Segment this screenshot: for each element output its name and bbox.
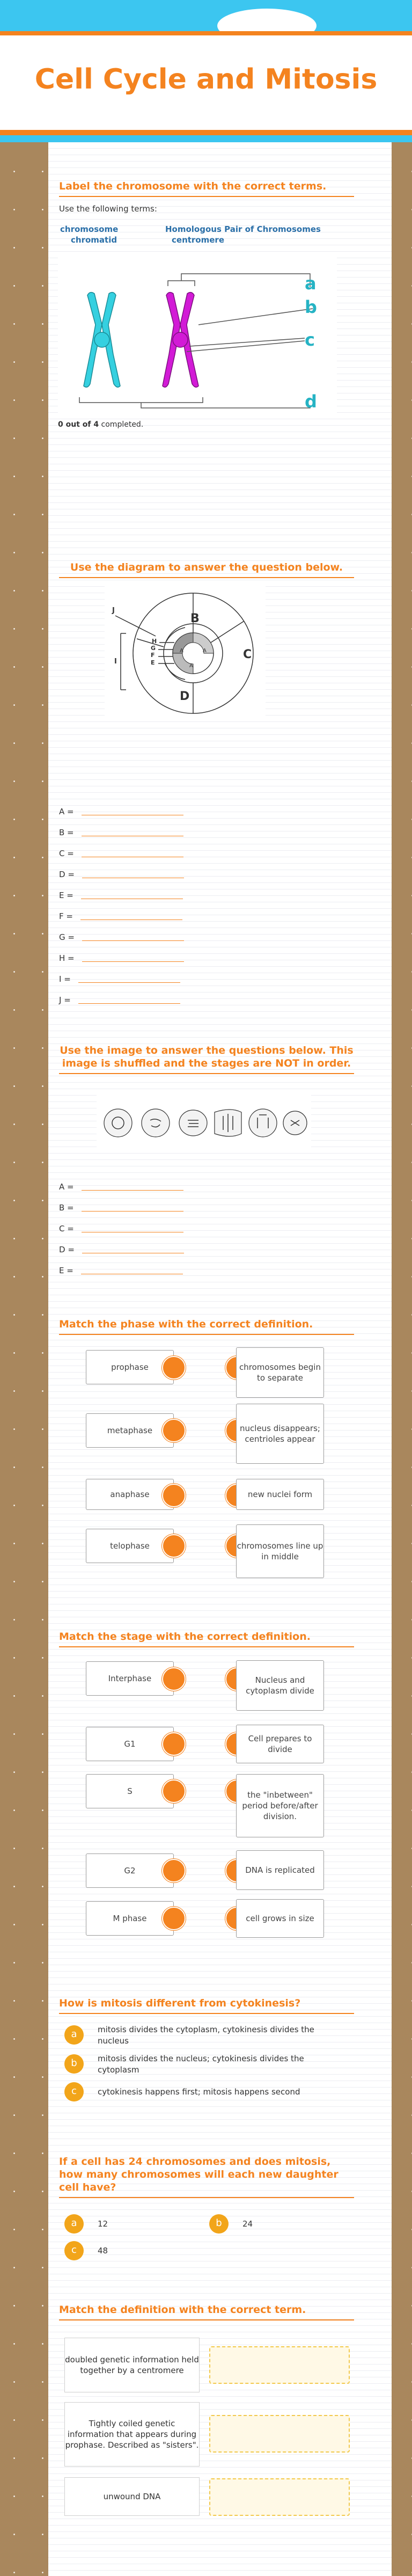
- q2-field-a[interactable]: [59, 807, 183, 816]
- cyan-chromosome: [84, 293, 120, 388]
- cell-cycle-figure: [105, 582, 266, 719]
- diagram-label-a: A: [203, 648, 207, 654]
- field-label: A =: [59, 807, 74, 816]
- field-label: D =: [59, 1245, 75, 1254]
- option-c-badge[interactable]: c: [64, 2082, 84, 2101]
- match-right-def-2[interactable]: nucleus disappears; centrioles appear: [236, 1404, 324, 1464]
- match-right-stage-def-4[interactable]: DNA is replicated: [236, 1850, 324, 1890]
- q1-progress: [58, 420, 143, 429]
- q2-field-h[interactable]: [59, 953, 184, 963]
- q2-field-j[interactable]: [59, 995, 180, 1005]
- q3-title: Use the image to answer the questions below. This image is shuffled and the stages are NOT in order.: [59, 1044, 354, 1074]
- match-handle[interactable]: [162, 1907, 186, 1930]
- header-sky-band: [0, 0, 412, 31]
- term-centromere[interactable]: centromere: [172, 235, 224, 245]
- chromosome-diagram: [58, 255, 337, 416]
- answer-line[interactable]: [82, 1252, 184, 1253]
- drop-zone-2[interactable]: [209, 2415, 350, 2453]
- term-chromatid[interactable]: chromatid: [71, 235, 117, 245]
- diagram-label-f: F: [151, 652, 155, 659]
- q3-field-c[interactable]: [59, 1224, 183, 1234]
- q1-instructions: Use the following terms:: [59, 204, 157, 214]
- field-label: F =: [59, 911, 73, 921]
- option-a-badge[interactable]: a: [64, 2025, 84, 2045]
- field-label: G =: [59, 932, 75, 942]
- chromosome-figure: [58, 255, 337, 416]
- field-label: B =: [59, 1203, 74, 1213]
- field-label: E =: [59, 891, 73, 900]
- diagram-label-g: G: [151, 645, 156, 652]
- answer-line[interactable]: [82, 1210, 183, 1212]
- drop-zone-1[interactable]: [209, 2346, 350, 2384]
- q2-field-i[interactable]: [59, 974, 180, 984]
- match-handle[interactable]: [162, 1484, 186, 1507]
- match-right-stage-def-3[interactable]: the "inbetween" period before/after division.: [236, 1774, 324, 1837]
- match-left-interphase[interactable]: Interphase: [86, 1661, 174, 1696]
- label-c[interactable]: c: [305, 330, 315, 350]
- worksheet-paper: [48, 142, 392, 2576]
- header-stripe: [0, 135, 412, 142]
- term-chromosome[interactable]: chromosome: [60, 224, 119, 234]
- field-label: H =: [59, 953, 75, 963]
- q4-title: Match the phase with the correct definition.: [59, 1318, 354, 1335]
- q1-title: Label the chromosome with the correct terms.: [59, 180, 354, 197]
- answer-line[interactable]: [78, 1003, 180, 1004]
- option-c-badge[interactable]: c: [64, 2241, 84, 2260]
- match-right-stage-def-5[interactable]: cell grows in size: [236, 1899, 324, 1938]
- q6-title: How is mitosis different from cytokinesis?: [59, 1997, 354, 2014]
- q5-title: Match the stage with the correct definition.: [59, 1630, 354, 1647]
- option-a-text[interactable]: mitosis divides the cytoplasm, cytokinesis divides the nucleus: [98, 2025, 314, 2046]
- match-handle[interactable]: [162, 1859, 186, 1882]
- match-handle[interactable]: [162, 1732, 186, 1756]
- diagram-label-j: J: [112, 607, 115, 615]
- label-a[interactable]: a: [305, 273, 317, 294]
- option-b-text[interactable]: mitosis divides the nucleus; cytokinesis divides the cytoplasm: [98, 2054, 304, 2075]
- match-left-s[interactable]: S: [86, 1774, 174, 1808]
- answer-line[interactable]: [82, 961, 184, 962]
- match-right-stage-def-2[interactable]: Cell prepares to divide: [236, 1725, 324, 1763]
- option-a-badge[interactable]: a: [64, 2214, 84, 2234]
- field-label: I =: [59, 974, 71, 984]
- definition-card-3[interactable]: unwound DNA: [64, 2477, 200, 2516]
- definition-card-1[interactable]: doubled genetic information held together by a centromere: [64, 2338, 200, 2392]
- option-c-text[interactable]: 48: [98, 2246, 108, 2256]
- match-right-def-3[interactable]: new nuclei form: [236, 1479, 324, 1510]
- option-b-badge[interactable]: b: [64, 2054, 84, 2074]
- definition-card-2[interactable]: Tightly coiled genetic information that appears during prophase. Described as "sisters".: [64, 2402, 200, 2466]
- answer-line[interactable]: [82, 1231, 183, 1232]
- answer-line[interactable]: [82, 940, 184, 941]
- q2-field-f[interactable]: [59, 911, 182, 921]
- match-handle[interactable]: [162, 1667, 186, 1691]
- field-label: J =: [59, 995, 71, 1005]
- progress-suffix: completed.: [99, 420, 144, 429]
- header-cloud: [217, 9, 317, 43]
- label-b[interactable]: b: [305, 297, 317, 317]
- answer-line[interactable]: [81, 1273, 183, 1274]
- diagram-label-d: D: [180, 690, 190, 703]
- answer-line[interactable]: [82, 814, 183, 815]
- diagram-label-b: B: [190, 612, 200, 625]
- drop-zone-3[interactable]: [209, 2478, 350, 2516]
- answer-line[interactable]: [80, 919, 182, 920]
- option-c-text[interactable]: cytokinesis happens first; mitosis happens second: [98, 2087, 300, 2097]
- answer-line[interactable]: [82, 1190, 183, 1191]
- diagram-label-i: I: [114, 658, 117, 666]
- q3-field-d[interactable]: [59, 1245, 184, 1254]
- field-label: E =: [59, 1266, 73, 1275]
- diagram-label-a: A: [189, 663, 193, 669]
- match-left-metaphase[interactable]: metaphase: [86, 1413, 174, 1448]
- answer-line[interactable]: [82, 877, 184, 878]
- page-title: Cell Cycle and Mitosis: [34, 63, 378, 96]
- match-left-anaphase[interactable]: anaphase: [86, 1479, 174, 1510]
- field-label: B =: [59, 828, 74, 837]
- field-label: C =: [59, 849, 74, 858]
- magenta-chromosome: [163, 293, 198, 388]
- match-left-g1[interactable]: G1: [86, 1727, 174, 1761]
- header-stripe: [0, 31, 412, 35]
- option-b-badge[interactable]: b: [209, 2214, 229, 2234]
- field-label: A =: [59, 1182, 74, 1192]
- diagram-label-h: H: [152, 638, 157, 645]
- answer-line[interactable]: [81, 898, 183, 899]
- q8-title: Match the definition with the correct term.: [59, 2303, 354, 2320]
- match-left-prophase[interactable]: prophase: [86, 1350, 174, 1384]
- answer-line[interactable]: [82, 856, 183, 857]
- mitosis-stages-figure: [97, 1093, 311, 1152]
- match-right-def-4[interactable]: chromosomes line up in middle: [236, 1524, 324, 1578]
- answer-line[interactable]: [82, 835, 183, 836]
- field-label: D =: [59, 870, 75, 879]
- option-b-text[interactable]: 24: [242, 2219, 253, 2229]
- q3-field-a[interactable]: [59, 1182, 183, 1192]
- match-right-stage-def-1[interactable]: Nucleus and cytoplasm divide: [236, 1660, 324, 1711]
- match-handle[interactable]: [162, 1419, 186, 1442]
- q2-field-g[interactable]: [59, 932, 184, 942]
- answer-line[interactable]: [78, 982, 180, 983]
- option-a-text[interactable]: 12: [98, 2219, 108, 2229]
- match-handle[interactable]: [162, 1356, 186, 1380]
- diagram-label-c: C: [243, 648, 252, 661]
- header-stripe: [0, 130, 412, 135]
- match-left-telophase[interactable]: telophase: [86, 1529, 174, 1563]
- match-right-def-1[interactable]: chromosomes begin to separate: [236, 1347, 324, 1398]
- page-header: [0, 0, 412, 142]
- match-left-m-phase[interactable]: M phase: [86, 1901, 174, 1936]
- q3-field-e[interactable]: [59, 1266, 183, 1275]
- q2-field-e[interactable]: [59, 891, 183, 900]
- term-homologous-pair[interactable]: Homologous Pair of Chromosomes: [165, 224, 321, 234]
- q3-field-b[interactable]: [59, 1203, 183, 1213]
- match-handle[interactable]: [162, 1779, 186, 1803]
- field-label: C =: [59, 1224, 74, 1234]
- label-d[interactable]: d: [305, 391, 317, 412]
- q2-field-d[interactable]: [59, 870, 184, 879]
- mitosis-stages-image: [97, 1093, 311, 1152]
- q2-field-b[interactable]: [59, 828, 183, 837]
- diagram-label-e: E: [151, 659, 155, 666]
- q2-title: Use the diagram to answer the question below.: [59, 561, 354, 578]
- diagram-label-a: A: [180, 648, 183, 654]
- q2-field-c[interactable]: [59, 849, 183, 858]
- match-left-g2[interactable]: G2: [86, 1853, 174, 1888]
- match-handle[interactable]: [162, 1534, 186, 1558]
- progress-count: 0 out of 4: [58, 420, 99, 429]
- q7-title: If a cell has 24 chromosomes and does mitosis, how many chromosomes will each new daughter cell have?: [59, 2155, 354, 2198]
